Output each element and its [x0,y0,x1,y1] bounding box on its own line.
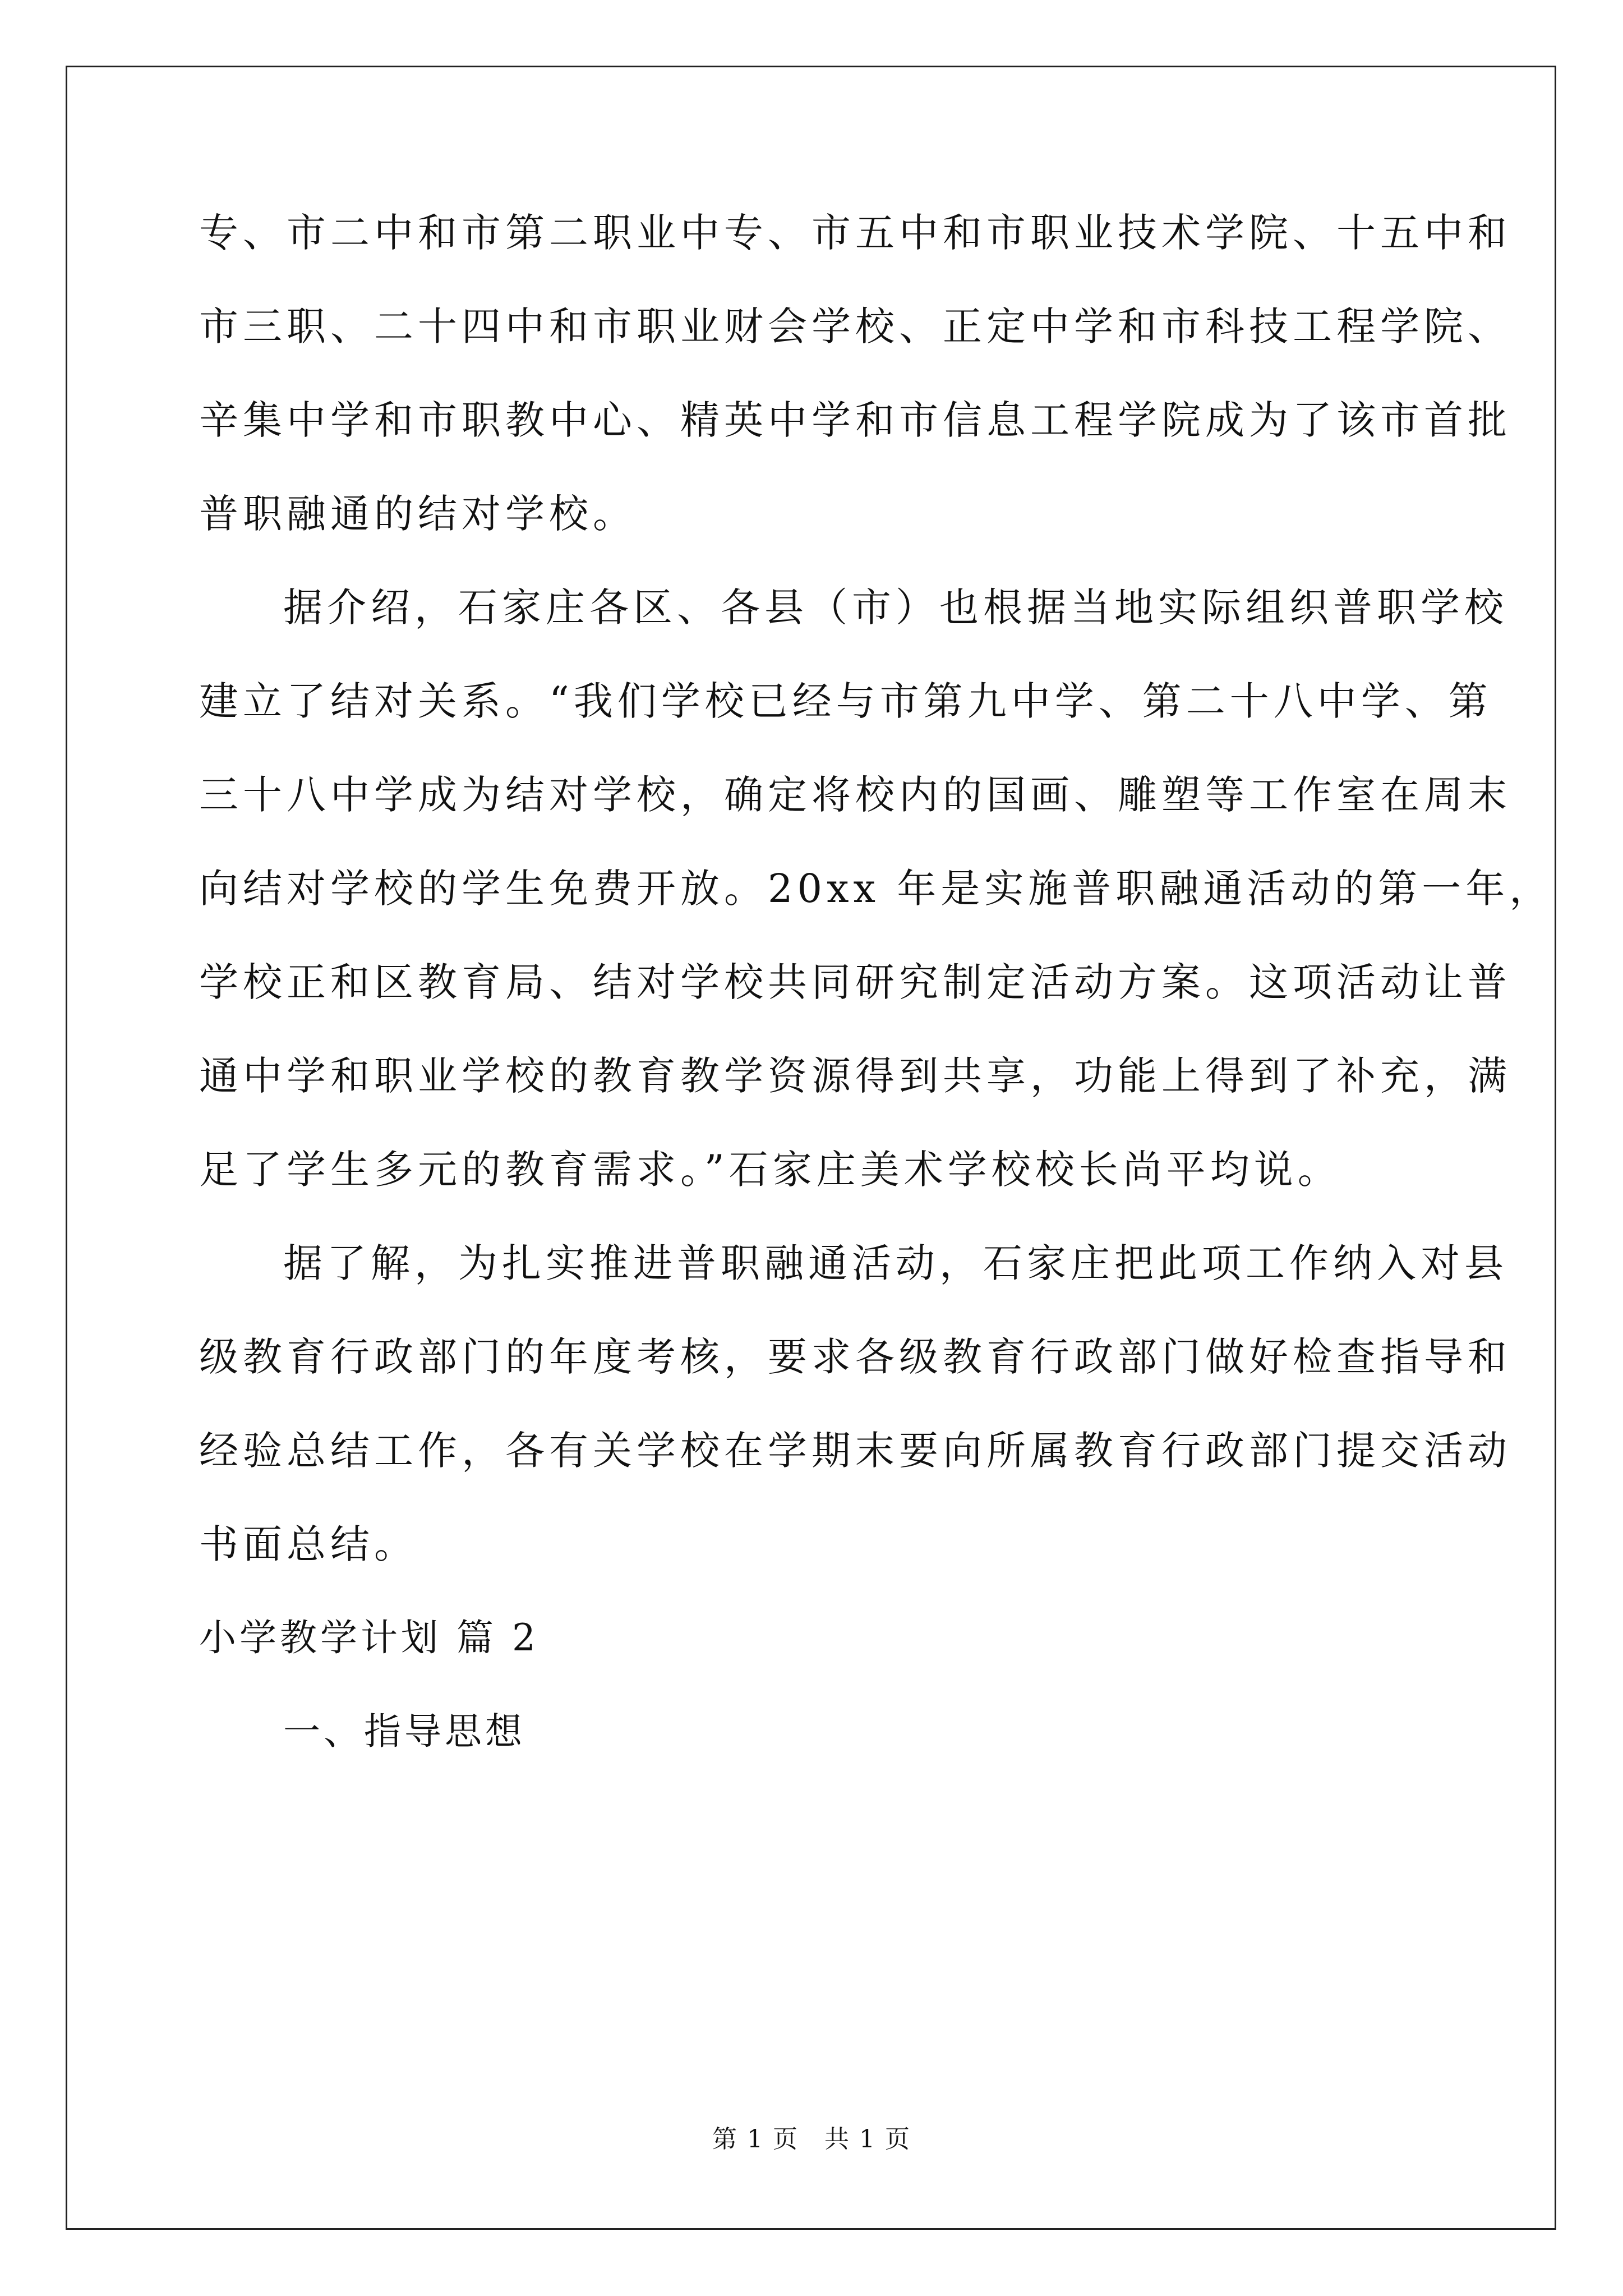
text-line: 据了解，为扎实推进普职融通活动，石家庄把此项工作纳入对县 [283,1240,1508,1286]
text-line: 足了学生多元的教育需求。”石家庄美术学校校长尚平均说。 [199,1147,1341,1193]
text-line: 三十八中学成为结对学校，确定将校内的国画、雕塑等工作室在周末 [199,772,1511,818]
document-body [199,210,1553,1806]
paragraph-2 [199,585,1553,1193]
text-line: 据介绍，石家庄各区、各县（市）也根据当地实际组织普职学校 [283,585,1508,631]
paragraph-1 [199,210,1511,537]
text-line: 学校正和区教育局、结对学校共同研究制定活动方案。这项活动让普 [199,959,1511,1005]
section-title: 小学教学计划 篇 2 [199,1616,539,1659]
text-line: 专、市二中和市第二职业中专、市五中和市职业技术学院、十五中和 [199,210,1511,256]
text-line: 书面总结。 [199,1521,418,1567]
text-line: 辛集中学和市职教中心、精英中学和市信息工程学院成为了该市首批 [199,397,1511,443]
text-line: 向结对学校的学生免费开放。20xx 年是实施普职融通活动的第一年， [199,866,1553,912]
subheading: 一、指导思想 [283,1710,525,1753]
text-line: 建立了结对关系。“我们学校已经与市第九中学、第二十八中学、第 [199,678,1492,724]
page-footer: 第 1 页 共 1 页 [712,2125,911,2154]
text-line: 经验总结工作，各有关学校在学期末要向所属教育行政部门提交活动 [199,1428,1511,1474]
text-line: 市三职、二十四中和市职业财会学校、正定中学和市科技工程学院、 [199,303,1511,349]
text-line: 级教育行政部门的年度考核，要求各级教育行政部门做好检查指导和 [199,1334,1511,1380]
text-line: 通中学和职业学校的教育教学资源得到共享，功能上得到了补充，满 [199,1053,1511,1099]
text-line: 普职融通的结对学校。 [199,491,637,537]
paragraph-3 [199,1240,1511,1567]
